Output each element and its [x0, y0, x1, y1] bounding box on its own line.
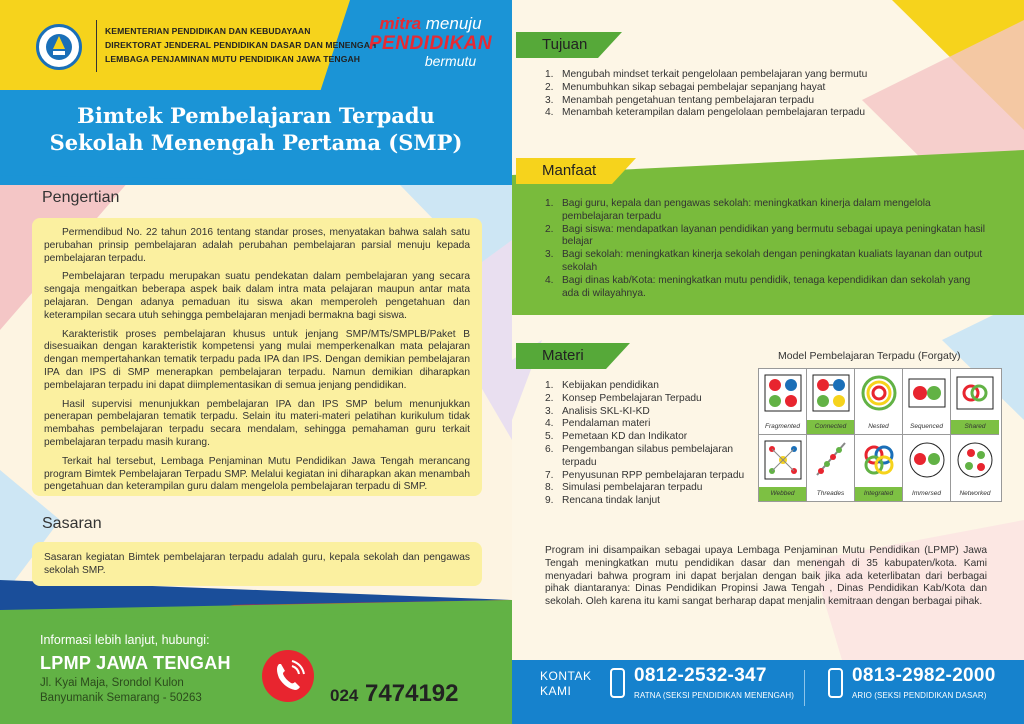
materi-list: [545, 380, 750, 508]
tagline-menuju: menuju: [425, 14, 482, 33]
institution-name: [105, 24, 376, 66]
pengertian-heading: Pengertian: [42, 189, 120, 206]
list-item: 4. Bagi dinas kab/Kota: meningkatkan mutu pendidik, tenaga kependidikan dan sekolah yang ada di wilayahnya.: [545, 274, 971, 299]
manfaat-heading: Manfaat: [516, 158, 612, 184]
materi-heading: Materi: [516, 343, 606, 369]
contact-divider: [804, 670, 805, 706]
model-shared: [951, 369, 999, 435]
pengertian-paragraph: Terkait hal tersebut, Lembaga Penjaminan Mutu Pendidikan Jawa Tengah merancang program Bimtek Pembelajaran Terpadu SMP. Melalui kegiatan ini diharapkan akan menambah pengetahuan dan keterampilan guru dalam mengelola pembelajaran terpadu di SMP.: [44, 455, 470, 493]
pengertian-paragraph: Hasil supervisi menunjukkan pembelajaran IPA dan IPS SMP belum menunjukkan penerapan pembelajaran tematik terpadu. Selain itu materi-materi pelatihan kurikulum tidak membahas pembelajaran terpadu secara mendalam, sehingga pemahaman guru terkait pembelajaran terpadu masih kurang.: [44, 398, 470, 448]
list-item: 1. Mengubah mindset terkait pengelolaan pembelajaran yang bermutu: [545, 69, 868, 80]
pengertian-box: [32, 218, 482, 496]
phone-1-owner: RATNA (SEKSI PENDIDIKAN MENENGAH): [634, 691, 795, 700]
materi-heading-arrow: [606, 343, 634, 369]
list-item: 2. Bagi siswa: mendapatkan layanan pendidikan yang bermutu sebagai upaya peningkatan hasil belajar: [545, 223, 986, 248]
address-line-1: Jl. Kyai Maja, Srondol Kulon: [40, 677, 184, 689]
tujuan-list: [545, 69, 985, 120]
list-item: 2. Konsep Pembelajaran Terpadu: [545, 392, 702, 404]
model-label: Sequenced: [910, 423, 943, 430]
phone-2-owner: ARIO (SEKSI PENDIDIKAN DASAR): [852, 691, 987, 700]
address-line-2: Banyumanik Semarang - 50263: [40, 691, 202, 704]
right-page: [512, 0, 1024, 724]
model-immersed: [903, 435, 951, 501]
list-item: 4. Pendalaman materi: [545, 418, 651, 430]
phone-number: 7474192: [365, 680, 459, 707]
manfaat-list: [545, 198, 990, 300]
model-grid: [758, 368, 1002, 502]
model-label: Nested: [868, 423, 889, 430]
list-item: 3. Bagi sekolah: meningkatkan kinerja sekolah dengan peningkatan kualiats layanan dan output sekolah: [545, 249, 983, 273]
model-label: Webbed: [759, 487, 806, 501]
info-label: Informasi lebih lanjut, hubungi:: [40, 633, 210, 647]
org-name: LPMP JAWA TENGAH: [40, 653, 231, 673]
pengertian-paragraph: Karakteristik proses pembelajaran khusus untuk jenjang SMP/MTs/SMPLB/Paket B disesuaikan dengan karakteristik kompetensi yang mulai memperkenalkan mata pelajaran dengan mempertahankan tematik terpadu pada IPA dan IPS. Dengan demikian pembelajaran IPA dan IPS di SMP menerapkan pembelajaran terpadu. Namun demikian diharapkan pembelajaran terpadu ini dapat diimplementasikan di semua jenjang pendidikan.: [44, 328, 470, 391]
kontak-label: [540, 669, 591, 699]
list-item: 5. Pemetaan KD dan Indikator: [545, 431, 688, 443]
list-item: 6. Pengembangan silabus pembelajaran terpadu: [545, 443, 734, 468]
kontak-label-line-2: KAMI: [540, 684, 572, 698]
model-label: Fragmented: [764, 423, 801, 430]
institution-line-3: LEMBAGA PENJAMINAN MUTU PENDIDIKAN JAWA TENGAH: [105, 54, 361, 64]
kontak-label-line-1: KONTAK: [540, 669, 592, 683]
model-label: Shared: [951, 420, 999, 434]
tujuan-heading: Tujuan: [516, 32, 598, 58]
model-title: Model Pembelajaran Terpadu (Forgaty): [778, 350, 961, 362]
tagline-bermutu: bermutu: [424, 53, 477, 69]
model-connected: [807, 369, 855, 435]
list-item: 1. Bagi guru, kepala dan pengawas sekolah: meningkatkan kinerja dalam mengelola pembelajaran terpadu: [545, 198, 931, 222]
model-label: Integrated: [855, 487, 902, 501]
model-label: Immersed: [912, 490, 941, 497]
closing-paragraph: Program ini disampaikan sebagai upaya Lembaga Penjaminan Mutu Pendidikan (LPMP) Jawa Tengah meningkatkan mutu pendidikan dasar dan menengah di 35 kabupaten/kota. Kami menyadari bahwa program ini dapat berjalan dengan baik jika ada keterlibatan dari berbagai pihak diantaranya: Dinas Pendidikan Propinsi Jawa Tengah , Dinas Pendidikan Kab/Kota dan sekolah. Oleh karena itu kami sangat berharap dapat menjalin kemitraan dengan berbagai pihak.: [545, 545, 987, 608]
address: [40, 676, 202, 705]
list-item: 1. Kebijakan pendidikan: [545, 380, 659, 391]
title-line-2: Sekolah Menengah Pertama (SMP): [49, 130, 463, 155]
title-line-1: Bimtek Pembelajaran Terpadu: [77, 103, 435, 128]
sasaran-box: [32, 542, 482, 586]
mobile-phone-icon: [610, 668, 625, 698]
page-title: [0, 102, 512, 156]
phone-area-code: 024: [330, 686, 359, 705]
model-webbed: [759, 435, 807, 501]
tagline-mitra: mitra: [379, 14, 422, 33]
tagline-logo: [358, 14, 503, 68]
institution-line-1: KEMENTERIAN PENDIDIKAN DAN KEBUDAYAAN: [105, 26, 311, 36]
model-integrated: [855, 435, 903, 501]
pengertian-paragraph: Pembelajaran terpadu merupakan suatu pendekatan dalam pembelajaran yang secara sengaja mengaitkan beberapa aspek baik dalam intra mata pelajaran maupun antar mata pelajaran. Dengan adanya pemaduan itu siswa akan memperoleh pengetahuan dan keterampilan secara utuh sehingga pembelajaran menjadi bermakna bagi siswa.: [44, 271, 470, 321]
office-phone[interactable]: [330, 680, 458, 708]
phone-icon: [262, 650, 314, 702]
list-item: 8. Simulasi pembelajaran terpadu: [545, 482, 703, 494]
pengertian-paragraph: Permendibud No. 22 tahun 2016 tentang standar proses, menyatakan bahwa salah satu perubahan prinsip pembelajaran adalah perubahan pembelajaran parsial menuju kepada pembelajaran terpadu.: [44, 227, 470, 264]
tagline-pendidikan: PENDIDIKAN: [368, 33, 493, 54]
mobile-phone-icon: [828, 668, 843, 698]
list-item: 4. Menambah keterampilan dalam pengelolaan pembelajaran terpadu: [545, 107, 865, 119]
model-threaded: [807, 435, 855, 501]
manfaat-heading-arrow: [612, 158, 640, 184]
tut-wuri-logo: [36, 24, 82, 70]
list-item: 3. Analisis SKL-KI-KD: [545, 405, 650, 417]
institution-line-2: DIREKTORAT JENDERAL PENDIDIKAN DASAR DAN MENENGAH: [105, 40, 377, 50]
model-nested: [855, 369, 903, 435]
list-item: 3. Menambah pengetahuan tentang pembelajaran terpadu: [545, 94, 815, 106]
model-networked: [951, 435, 999, 501]
phone-2[interactable]: 0813-2982-2000: [852, 665, 996, 686]
sasaran-heading: Sasaran: [42, 515, 102, 532]
phone-1[interactable]: 0812-2532-347: [634, 665, 767, 686]
header-divider: [96, 20, 97, 72]
list-item: 9. Rencana tindak lanjut: [545, 495, 660, 507]
tujuan-heading-arrow: [598, 32, 626, 58]
sasaran-text: Sasaran kegiatan Bimtek pembelajaran terpadu adalah guru, kepala sekolah dan pengawas sekolah SMP.: [44, 552, 470, 576]
list-item: 2. Menumbuhkan sikap sebagai pembelajar sepanjang hayat: [545, 81, 826, 93]
footer-stripes: [0, 598, 512, 628]
model-sequenced: [903, 369, 951, 435]
model-fragmented: [759, 369, 807, 435]
list-item: 7. Penyusunan RPP pembelajaran terpadu: [545, 469, 745, 481]
model-label: Connected: [807, 420, 854, 434]
model-label: Threades: [816, 490, 845, 497]
model-label: Networked: [959, 490, 991, 497]
